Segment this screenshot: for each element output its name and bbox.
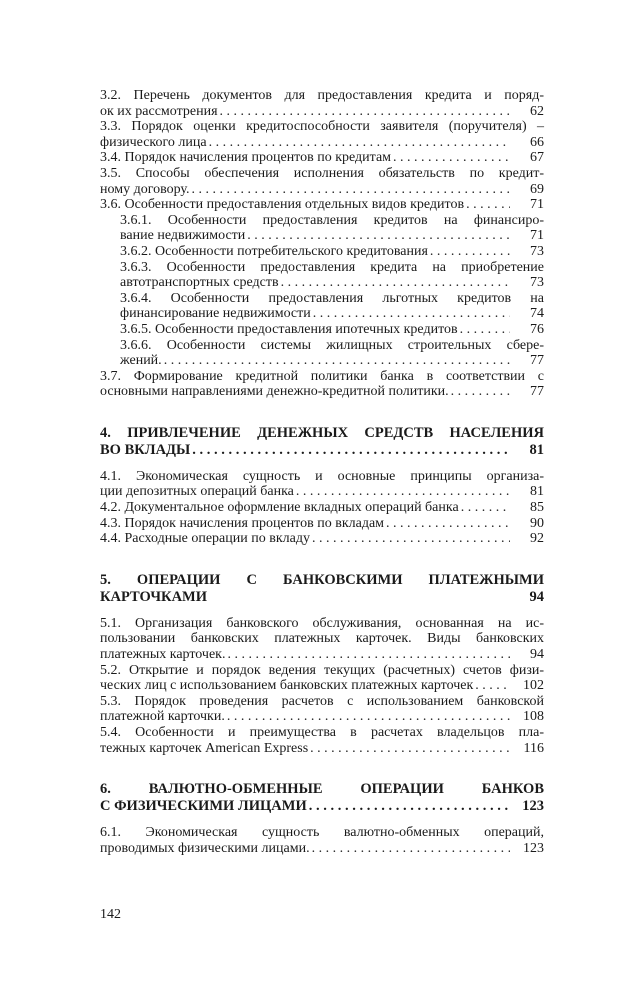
toc-page-number: 67 [530, 150, 544, 166]
toc-entry-text: 3.6.3. Особенности предоставления кредита на приобретение [120, 259, 544, 275]
toc-entry-last-line [100, 841, 544, 857]
toc-entry [120, 338, 544, 369]
toc-entry-text: 4.3. Порядок начисления процентов по вкладам [100, 515, 385, 531]
dot-leader [225, 709, 510, 725]
toc-entry-text: 3.6.2. Особенности потребительского кредитования [120, 243, 428, 259]
dot-leader [218, 104, 510, 120]
toc-entry-last-line [100, 798, 544, 815]
dot-leader [310, 841, 510, 857]
toc-entry-last-line [120, 353, 544, 369]
toc-page-number: 66 [530, 134, 544, 150]
toc-page-number: 116 [523, 740, 544, 756]
toc-entry-text: ному договору. [100, 181, 190, 197]
toc-entry-text: 3.6. Особенности предоставления отдельных видов кредитов [100, 197, 465, 213]
dot-leader [459, 500, 510, 516]
toc-entry [100, 516, 544, 532]
toc-entry-last-line [100, 182, 544, 198]
section-gap [100, 606, 544, 616]
toc-entry-last-line [120, 306, 544, 322]
dot-leader [384, 516, 510, 532]
toc-entry-last-line [100, 150, 544, 166]
toc-entry-last-line [100, 384, 544, 400]
toc-entry-text: вание недвижимости [120, 228, 246, 244]
toc-page-number: 94 [530, 647, 544, 663]
toc-entry-text: 3.5. Способы обеспечения исполнения обязательств по кредит- [100, 165, 544, 181]
toc-entry [100, 166, 544, 197]
toc-entry [100, 119, 544, 150]
toc-entry-text: 3.6.4. Особенности предоставления льготных кредитов на [120, 290, 544, 306]
toc-entry-text: жений. [120, 353, 162, 369]
toc-entry-text: КАРТОЧКАМИ [100, 588, 208, 605]
dot-leader [449, 384, 510, 400]
toc-entry-text: 3.6.6. Особенности системы жилищных строительных сбере- [120, 337, 544, 353]
toc-entry [100, 725, 544, 756]
dot-leader [428, 244, 510, 260]
toc-entry [120, 244, 544, 260]
toc-entry-last-line [100, 589, 544, 606]
toc-page-number: 69 [530, 181, 544, 197]
toc-page-number: 62 [530, 103, 544, 119]
toc-entry-text: 3.6.5. Особенности предоставления ипотечных кредитов [120, 321, 458, 337]
toc-entry-last-line [120, 228, 544, 244]
toc-entry-last-line [100, 741, 544, 757]
toc-entry-text: 5. ОПЕРАЦИИ С БАНКОВСКИМИ ПЛАТЕЖНЫМИ [100, 571, 544, 588]
toc-entry-text: 5.3. Порядок проведения расчетов с использованием банковской [100, 693, 544, 709]
toc-entry [120, 213, 544, 244]
toc-entry [100, 663, 544, 694]
toc-entry-text: 4.4. Расходные операции по вкладу [100, 531, 310, 547]
dot-leader [311, 306, 510, 322]
toc-entry-text: ВО ВКЛАДЫ [100, 441, 191, 458]
toc-entry [100, 825, 544, 856]
toc-entry-text: тежных карточек American Express [100, 740, 309, 756]
section-gap [100, 756, 544, 781]
section-gap [100, 400, 544, 425]
dot-leader [207, 135, 510, 151]
toc-entry-text: 5.1. Организация банковского обслуживания, основанная на ис- [100, 615, 544, 631]
toc-entry-last-line [100, 484, 544, 500]
toc-entry-text: 6. ВАЛЮТНО-ОБМЕННЫЕ ОПЕРАЦИИ БАНКОВ [100, 781, 544, 798]
toc-entry [100, 469, 544, 500]
toc-page-number: 123 [522, 798, 544, 815]
toc-entry-last-line [100, 135, 544, 151]
toc-page-number: 73 [530, 275, 544, 291]
toc-entry-last-line [100, 104, 544, 120]
section-gap [100, 815, 544, 825]
toc-page-number: 81 [529, 441, 544, 458]
dot-leader [473, 678, 510, 694]
dot-leader [162, 353, 510, 369]
toc-entry [100, 531, 544, 547]
toc-entry [120, 291, 544, 322]
toc-entry-text: проводимых физическими лицами. [100, 840, 310, 856]
toc-page-number: 76 [530, 321, 544, 337]
toc-page-number: 102 [523, 678, 544, 694]
toc-entry-last-line [100, 500, 544, 516]
toc-entry-text: пользовании банковских платежных карточек. Виды банковских [100, 631, 544, 647]
toc-entry-text: автотранспортных средств [120, 275, 279, 291]
toc-chapter [100, 425, 544, 459]
toc-entry [120, 260, 544, 291]
toc-entry [100, 500, 544, 516]
dot-leader [294, 484, 510, 500]
toc-entry-text: 3.3. Порядок оценки кредитоспособности заявителя (поручителя) – [100, 119, 544, 135]
toc-entry-last-line [120, 275, 544, 291]
toc-page-number: 92 [530, 531, 544, 547]
toc-entry [100, 197, 544, 213]
toc-entry-text: 6.1. Экономическая сущность валютно-обменных операций, [100, 825, 544, 841]
toc-entry-text: С ФИЗИЧЕСКИМИ ЛИЦАМИ [100, 798, 307, 815]
toc-entry-last-line [100, 516, 544, 532]
toc-page-number: 85 [530, 500, 544, 516]
toc-page-number: 73 [530, 243, 544, 259]
toc-entry-text: 3.4. Порядок начисления процентов по кредитам [100, 150, 392, 166]
toc-entry-text: ческих лиц с использованием банковских платежных карточек [100, 678, 474, 694]
toc-entry-last-line [100, 709, 544, 725]
toc-page-number: 77 [530, 353, 544, 369]
toc-page-number: 123 [523, 840, 544, 856]
toc-page-number: 94 [529, 588, 544, 605]
dot-leader [190, 182, 510, 198]
toc-entry-text: платежных карточек. [100, 647, 226, 663]
toc-entry [100, 369, 544, 400]
toc-chapter [100, 572, 544, 606]
toc-entry-text: основными направлениями денежно-кредитной политики. [100, 384, 449, 400]
dot-leader [190, 442, 510, 459]
section-gap [100, 547, 544, 572]
toc-entry-last-line [100, 442, 544, 459]
dot-leader [310, 531, 510, 547]
toc-entry [100, 88, 544, 119]
dot-leader [225, 647, 510, 663]
toc-entry-text: 3.2. Перечень документов для предоставления кредита и поряд- [100, 88, 544, 103]
toc-entry-last-line [100, 197, 544, 213]
toc-entry-text: 4. ПРИВЛЕЧЕНИЕ ДЕНЕЖНЫХ СРЕДСТВ НАСЕЛЕНИЯ [100, 424, 544, 441]
toc-entry-text: ок их рассмотрения [100, 103, 218, 119]
dot-leader [458, 322, 510, 338]
toc-entry [100, 150, 544, 166]
dot-leader [308, 741, 510, 757]
toc-entry-text: 5.4. Особенности и преимущества в расчетах владельцов пла- [100, 725, 544, 740]
toc-page-number: 108 [523, 709, 544, 725]
toc-entry-text: платежной карточки. [100, 709, 225, 725]
toc-page-number: 74 [530, 306, 544, 322]
dot-leader [391, 150, 510, 166]
toc-page-number: 81 [530, 484, 544, 500]
toc-entry-text: 3.6.1. Особенности предоставления кредитов на финансиро- [120, 212, 544, 228]
toc-page-number: 71 [530, 197, 544, 213]
toc-entry-last-line [100, 531, 544, 547]
page-number: 142 [100, 907, 121, 922]
toc-entry-text: финансирование недвижимости [120, 306, 311, 322]
toc-entry [120, 322, 544, 338]
toc-chapter [100, 781, 544, 815]
table-of-contents [100, 88, 544, 856]
toc-entry-text: 4.1. Экономическая сущность и основные принципы организа- [100, 468, 544, 484]
toc-page-number: 77 [530, 384, 544, 400]
dot-leader [307, 798, 510, 815]
toc-entry-last-line [120, 322, 544, 338]
toc-entry-text: 3.7. Формирование кредитной политики банка в соответствии с [100, 368, 544, 384]
toc-page-number: 71 [530, 228, 544, 244]
section-gap [100, 459, 544, 469]
toc-page-number: 90 [530, 515, 544, 531]
toc-entry [100, 616, 544, 663]
dot-leader [245, 228, 510, 244]
toc-entry-last-line [100, 647, 544, 663]
toc-entry-text: 4.2. Документальное оформление вкладных операций банка [100, 500, 459, 516]
toc-entry-text: ции депозитных операций банка [100, 484, 294, 500]
dot-leader [279, 275, 510, 291]
toc-entry-text: физического лица [100, 134, 207, 150]
toc-entry-text: 5.2. Открытие и порядок ведения текущих (расчетных) счетов физи- [100, 662, 544, 678]
dot-leader [464, 197, 510, 213]
toc-entry-last-line [120, 244, 544, 260]
toc-entry [100, 694, 544, 725]
toc-entry-last-line [100, 678, 544, 694]
